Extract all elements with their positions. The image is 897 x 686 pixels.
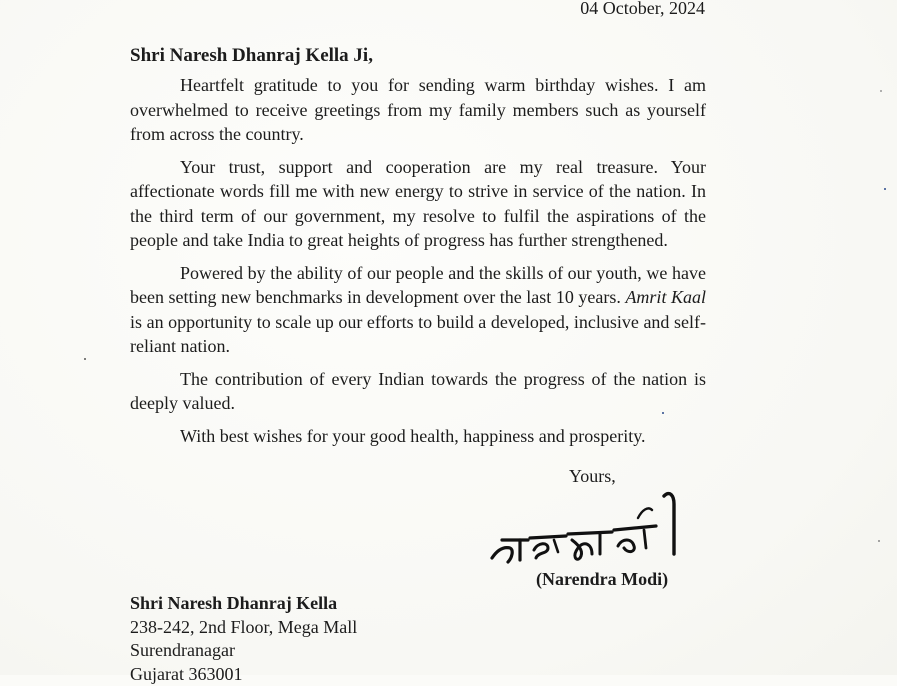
amrit-kaal-phrase: Amrit Kaal xyxy=(625,287,706,307)
letter-body xyxy=(130,73,706,448)
address-line-1: 238-242, 2nd Floor, Mega Mall xyxy=(130,616,357,640)
paragraph-1: Heartfelt gratitude to you for sending warm birthday wishes. I am overwhelmed to receive greetings from my family members such as yourself from across the country. xyxy=(130,73,706,147)
scan-speck xyxy=(84,358,86,360)
scan-speck xyxy=(880,90,882,92)
salutation: Shri Naresh Dhanraj Kella Ji, xyxy=(130,43,373,69)
address-line-2: Surendranagar xyxy=(130,639,357,663)
paragraph-3-end: is an opportunity to scale up our efforts to build a developed, inclusive and self-reliant nation. xyxy=(130,312,706,357)
paragraph-4: The contribution of every Indian towards the progress of the nation is deeply valued. xyxy=(130,367,706,416)
closing: Yours, xyxy=(569,464,616,488)
scan-speck xyxy=(662,412,664,414)
address-name: Shri Naresh Dhanraj Kella xyxy=(130,592,357,616)
paragraph-2: Your trust, support and cooperation are my real treasure. Your affectionate words fill me with new energy to strive in service of the nation. In the third term of our government, my resolve to fulfil the aspirations of the people and take India to great heights of progress has further strengthened. xyxy=(130,155,706,253)
scan-speck xyxy=(878,540,880,542)
recipient-address xyxy=(130,592,357,686)
signer-name: (Narendra Modi) xyxy=(536,567,668,591)
scan-speck xyxy=(884,188,886,190)
address-line-3: Gujarat 363001 xyxy=(130,663,357,686)
paragraph-5: With best wishes for your good health, happiness and prosperity. xyxy=(130,424,706,449)
paragraph-3 xyxy=(130,261,706,359)
letter-date: 04 October, 2024 xyxy=(505,0,705,20)
paragraph-3-start: Powered by the ability of our people and the skills of our youth, we have been setting new benchmarks in development over the last 10 years. xyxy=(130,263,706,308)
signature xyxy=(488,488,688,568)
